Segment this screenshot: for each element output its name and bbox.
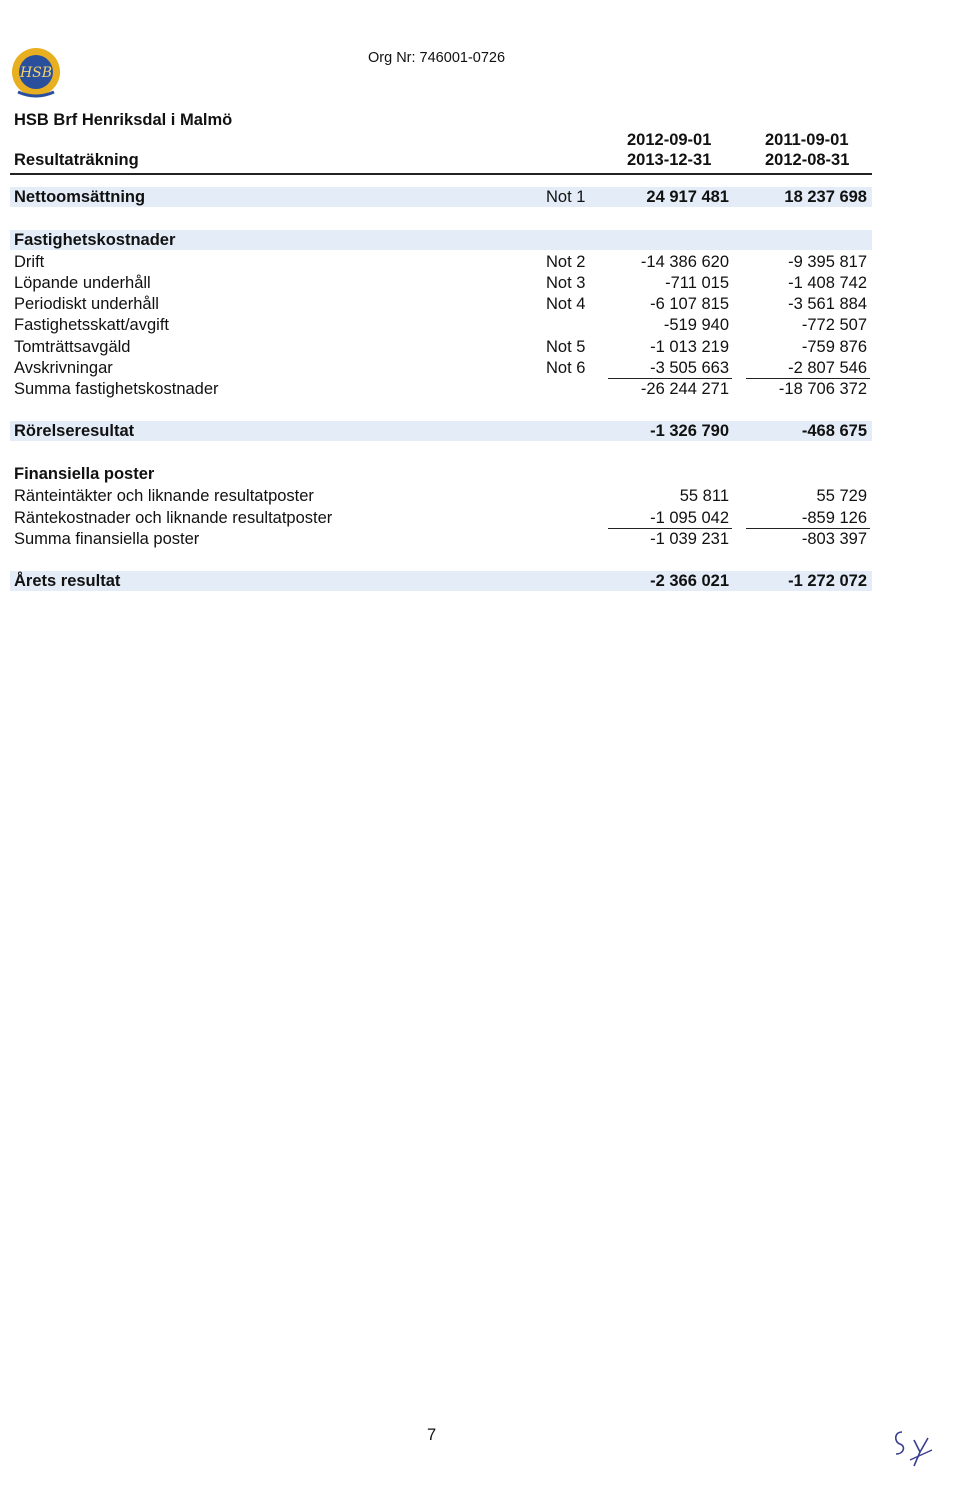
value-current: -2 366 021: [650, 572, 729, 590]
row-label-tomtrattsavgald: Tomträttsavgäld: [14, 338, 131, 356]
note-ref: Not 3: [546, 274, 586, 292]
note-ref: Not 4: [546, 295, 586, 313]
value-previous: -3 561 884: [788, 295, 867, 313]
current-period-from: 2012-09-01: [627, 131, 712, 149]
svg-text:HSB: HSB: [19, 65, 53, 81]
row-label-ranteintakter: Ränteintäkter och liknande resultatposter: [14, 487, 314, 505]
value-previous: -18 706 372: [778, 380, 867, 398]
subtotal-rule: [608, 528, 732, 529]
hsb-logo: [6, 46, 66, 102]
note-ref: Not 5: [546, 338, 586, 356]
value-current: -26 244 271: [640, 380, 729, 398]
row-label-summa-fastighetskostnader: Summa fastighetskostnader: [14, 380, 219, 398]
value-current: -1 013 219: [650, 338, 729, 356]
value-previous: -1 408 742: [788, 274, 867, 292]
value-previous: -759 876: [801, 338, 867, 356]
signature-initials: [888, 1420, 938, 1470]
row-label-arets-resultat: Årets resultat: [14, 572, 121, 590]
current-period-to: 2013-12-31: [627, 151, 712, 169]
value-previous: -1 272 072: [788, 572, 867, 590]
note-ref: Not 6: [546, 359, 586, 377]
value-current: -14 386 620: [640, 253, 729, 271]
value-previous: -468 675: [801, 422, 867, 440]
previous-period-from: 2011-09-01: [765, 131, 849, 149]
value-current: 55 811: [679, 487, 729, 505]
row-label-rorelseresultat: Rörelseresultat: [14, 422, 135, 440]
company-name: HSB Brf Henriksdal i Malmö: [14, 111, 233, 129]
value-previous: -2 807 546: [788, 359, 867, 377]
value-current: 24 917 481: [646, 188, 729, 206]
header-rule: [10, 173, 872, 175]
value-current: -1 095 042: [650, 509, 729, 527]
row-label-summa-finansiella-poster: Summa finansiella poster: [14, 530, 200, 548]
value-previous: -772 507: [801, 316, 867, 334]
value-previous: -9 395 817: [788, 253, 867, 271]
value-current: -1 326 790: [650, 422, 729, 440]
value-current: -3 505 663: [650, 359, 729, 377]
row-label-lopande-underhall: Löpande underhåll: [14, 274, 151, 292]
value-current: -519 940: [663, 316, 729, 334]
row-label-rantekostnader: Räntekostnader och liknande resultatposter: [14, 509, 333, 527]
subtotal-rule: [746, 378, 870, 379]
row-label-avskrivningar: Avskrivningar: [14, 359, 113, 377]
value-current: -1 039 231: [650, 530, 729, 548]
value-previous: 55 729: [816, 487, 867, 505]
report-title: Resultaträkning: [14, 151, 139, 169]
page-number: 7: [427, 1426, 437, 1444]
section-heading-fastighetskostnader: Fastighetskostnader: [14, 231, 176, 249]
value-previous: -859 126: [801, 509, 867, 527]
note-ref: Not 2: [546, 253, 586, 271]
note-ref: Not 1: [546, 188, 586, 206]
org-number: Org Nr: 746001-0726: [368, 50, 506, 66]
subtotal-rule: [608, 378, 732, 379]
previous-period-to: 2012-08-31: [765, 151, 850, 169]
value-current: -711 015: [665, 274, 729, 292]
highlight-band: [10, 421, 872, 441]
row-label-fastighetsskatt: Fastighetsskatt/avgift: [14, 316, 169, 334]
value-current: -6 107 815: [650, 295, 729, 313]
section-heading-finansiella-poster: Finansiella poster: [14, 465, 155, 483]
value-previous: 18 237 698: [784, 188, 867, 206]
row-label-nettoomsattning: Nettoomsättning: [14, 188, 146, 206]
value-previous: -803 397: [801, 530, 867, 548]
row-label-drift: Drift: [14, 253, 45, 271]
row-label-periodiskt-underhall: Periodiskt underhåll: [14, 295, 159, 313]
highlight-band: [10, 571, 872, 591]
subtotal-rule: [746, 528, 870, 529]
